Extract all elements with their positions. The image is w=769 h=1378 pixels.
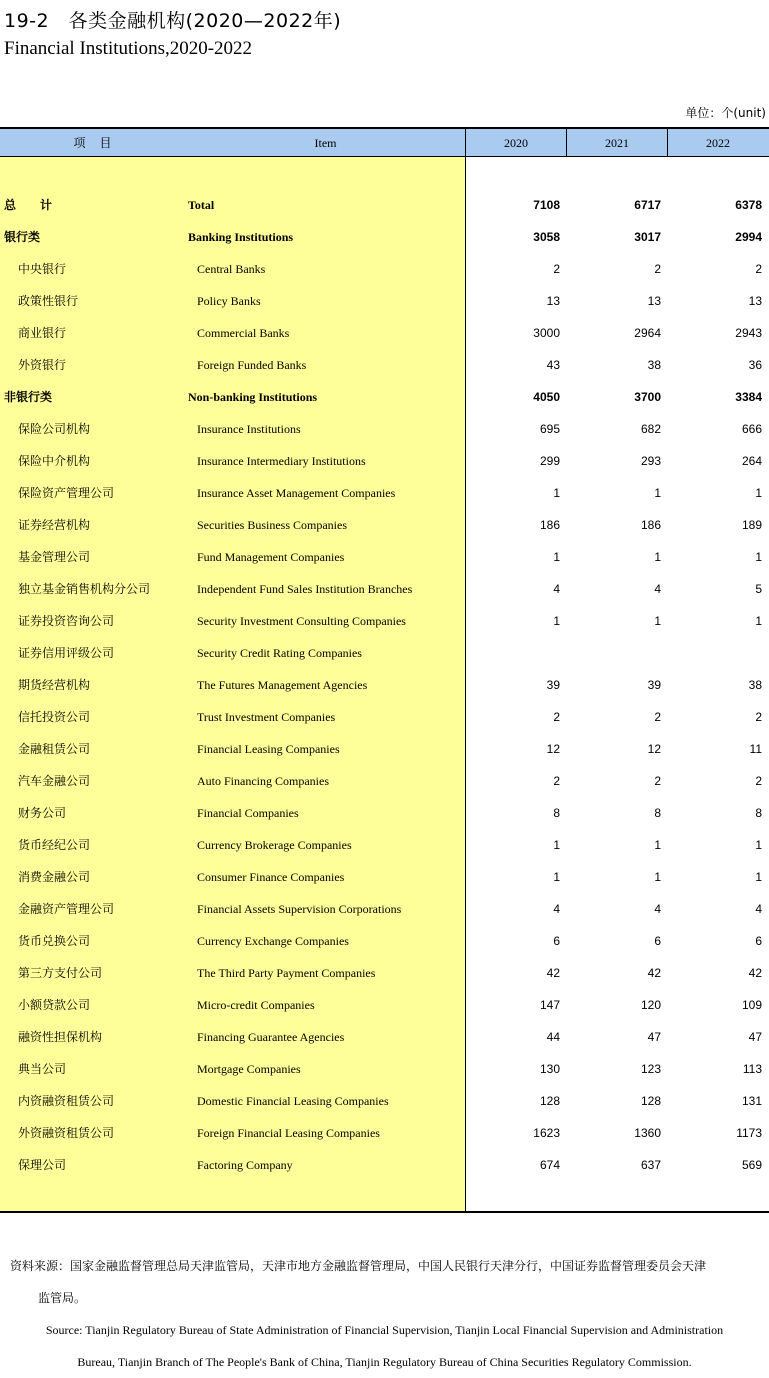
row-label-en: Financial Leasing Companies <box>197 742 340 756</box>
value-2020: 44 <box>546 1030 560 1044</box>
row-label-cn: 保险资产管理公司 <box>18 486 115 500</box>
source-cn-line2: 监管局。 <box>38 1291 87 1305</box>
table-row <box>0 861 769 893</box>
table-row <box>0 701 769 733</box>
row-label-en: Commercial Banks <box>197 326 290 340</box>
row-label-en: Insurance Asset Management Companies <box>197 486 396 500</box>
table-row <box>0 989 769 1021</box>
value-2021: 186 <box>640 518 661 532</box>
value-2022: 47 <box>748 1030 762 1044</box>
table-row <box>0 829 769 861</box>
value-2020: 1 <box>553 550 560 564</box>
value-2021: 38 <box>647 358 661 372</box>
value-2021: 8 <box>654 806 661 820</box>
row-label-en: Financing Guarantee Agencies <box>197 1030 345 1044</box>
header-item-cn: 项 目 <box>73 136 113 150</box>
table-title-en: Financial Institutions,2020-2022 <box>4 38 253 59</box>
row-label-en: Insurance Institutions <box>197 422 301 436</box>
column-divider <box>667 127 668 157</box>
value-2020: 1 <box>553 614 560 628</box>
value-2021: 1 <box>654 614 661 628</box>
row-label-cn: 汽车金融公司 <box>18 774 91 788</box>
row-label-cn: 政策性银行 <box>18 294 79 308</box>
table-row <box>0 285 769 317</box>
value-2022: 1 <box>755 486 762 500</box>
table-row <box>0 925 769 957</box>
value-2020: 1 <box>553 870 560 884</box>
value-2022: 189 <box>741 518 762 532</box>
value-2022: 1 <box>755 550 762 564</box>
value-2021: 1 <box>654 486 661 500</box>
row-label-en: Foreign Financial Leasing Companies <box>197 1126 380 1140</box>
value-2021: 293 <box>640 454 661 468</box>
value-2022: 4 <box>755 902 762 916</box>
row-label-cn: 融资性担保机构 <box>18 1030 103 1044</box>
value-2020: 13 <box>546 294 560 308</box>
value-2020: 3058 <box>533 230 560 244</box>
value-2022: 11 <box>749 742 762 756</box>
value-2021: 4 <box>654 902 661 916</box>
value-2020: 7108 <box>533 198 560 212</box>
table-row <box>0 189 769 221</box>
value-2022: 666 <box>741 422 762 436</box>
row-label-en: Micro-credit Companies <box>197 998 315 1012</box>
value-2022: 569 <box>741 1158 762 1172</box>
value-2022: 38 <box>748 678 762 692</box>
value-2020 <box>466 637 560 669</box>
value-2021: 6 <box>654 934 661 948</box>
value-2022: 264 <box>741 454 762 468</box>
row-label-en: Securities Business Companies <box>197 518 347 532</box>
source-note-cn <box>10 1250 762 1314</box>
value-2022: 8 <box>755 806 762 820</box>
value-2021: 2964 <box>634 326 661 340</box>
row-label-en: Trust Investment Companies <box>197 710 336 724</box>
row-label-cn: 财务公司 <box>18 806 67 820</box>
value-2022: 1 <box>755 870 762 884</box>
value-2020: 2 <box>553 774 560 788</box>
value-2021: 1 <box>654 838 661 852</box>
value-2021: 2 <box>654 262 661 276</box>
source-note-en <box>0 1314 769 1378</box>
header-year-2021: 2021 <box>605 136 629 150</box>
row-label-cn: 证券投资咨询公司 <box>18 614 115 628</box>
value-2020: 42 <box>546 966 560 980</box>
value-2021: 1360 <box>634 1126 661 1140</box>
row-label-en: Security Investment Consulting Companies <box>197 614 406 628</box>
header-year-2022: 2022 <box>706 136 730 150</box>
source-en-line2: Bureau, Tianjin Branch of The People's Bank of China, Tianjin Regulatory Bureau of China Securities Regulatory Commission. <box>77 1355 692 1369</box>
value-2022: 6 <box>755 934 762 948</box>
table-row <box>0 509 769 541</box>
column-divider <box>566 127 567 157</box>
row-label-en: The Third Party Payment Companies <box>197 966 376 980</box>
row-label-en: Domestic Financial Leasing Companies <box>197 1094 389 1108</box>
table-row <box>0 1085 769 1117</box>
header-year-2020: 2020 <box>504 136 528 150</box>
value-2020: 4050 <box>533 390 560 404</box>
row-label-cn: 总 计 <box>4 198 53 212</box>
value-2021: 1 <box>654 870 661 884</box>
table-row <box>0 221 769 253</box>
value-2021: 42 <box>647 966 661 980</box>
row-label-cn: 银行类 <box>4 230 41 244</box>
value-2020: 43 <box>546 358 560 372</box>
row-label-en: Consumer Finance Companies <box>197 870 345 884</box>
value-2020: 186 <box>539 518 560 532</box>
value-2022: 109 <box>741 998 762 1012</box>
row-label-cn: 证券信用评级公司 <box>18 646 115 660</box>
value-2021: 2 <box>654 710 661 724</box>
table-row <box>0 765 769 797</box>
value-2020: 299 <box>539 454 560 468</box>
table-row <box>0 477 769 509</box>
table-row <box>0 1021 769 1053</box>
data-table <box>0 127 769 1213</box>
value-2022: 1 <box>755 838 762 852</box>
table-row <box>0 797 769 829</box>
value-2021: 128 <box>640 1094 661 1108</box>
row-label-en: Mortgage Companies <box>197 1062 301 1076</box>
value-2022: 2 <box>755 710 762 724</box>
value-2022 <box>668 637 762 669</box>
value-2021: 39 <box>647 678 661 692</box>
table-row <box>0 541 769 573</box>
value-2020: 39 <box>546 678 560 692</box>
value-2020: 4 <box>553 582 560 596</box>
row-label-en: Fund Management Companies <box>197 550 345 564</box>
table-row <box>0 893 769 925</box>
row-label-en: Policy Banks <box>197 294 261 308</box>
row-label-cn: 货币经纪公司 <box>18 838 91 852</box>
value-2021: 6717 <box>634 198 661 212</box>
value-2022: 2994 <box>735 230 762 244</box>
table-row <box>0 573 769 605</box>
row-label-cn: 外资银行 <box>18 358 67 372</box>
value-2022: 36 <box>748 358 762 372</box>
table-header <box>0 127 769 157</box>
table-row <box>0 1149 769 1181</box>
row-label-en: Auto Financing Companies <box>197 774 329 788</box>
value-2022: 113 <box>742 1062 762 1076</box>
value-2022: 13 <box>748 294 762 308</box>
row-label-en: Insurance Intermediary Institutions <box>197 454 366 468</box>
table-row <box>0 1053 769 1085</box>
row-label-en: Security Credit Rating Companies <box>197 646 362 660</box>
value-2022: 2943 <box>735 326 762 340</box>
row-label-cn: 金融资产管理公司 <box>18 902 115 916</box>
row-label-cn: 期货经营机构 <box>18 678 91 692</box>
row-label-cn: 内资融资租赁公司 <box>18 1094 115 1108</box>
value-2022: 6378 <box>735 198 762 212</box>
row-label-en: Total <box>188 198 215 212</box>
value-2020: 130 <box>539 1062 560 1076</box>
value-2022: 42 <box>748 966 762 980</box>
row-label-cn: 保险公司机构 <box>18 422 91 436</box>
value-2021: 4 <box>654 582 661 596</box>
table-row <box>0 957 769 989</box>
row-label-en: Non-banking Institutions <box>188 390 318 404</box>
value-2020: 2 <box>553 710 560 724</box>
table-row <box>0 349 769 381</box>
row-label-cn: 基金管理公司 <box>18 550 91 564</box>
table-row <box>0 733 769 765</box>
row-label-cn: 中央银行 <box>18 262 67 276</box>
row-label-en: Currency Brokerage Companies <box>197 838 352 852</box>
row-label-cn: 第三方支付公司 <box>18 966 103 980</box>
value-2022: 2 <box>755 262 762 276</box>
row-label-cn: 信托投资公司 <box>18 710 91 724</box>
value-2021: 637 <box>640 1158 661 1172</box>
value-2020: 12 <box>546 742 560 756</box>
table-row <box>0 605 769 637</box>
value-2020: 6 <box>553 934 560 948</box>
table-body <box>0 189 769 1181</box>
value-2022: 1173 <box>736 1126 762 1140</box>
table-bottom-rule <box>0 1211 769 1213</box>
value-2022: 5 <box>755 582 762 596</box>
value-2021: 12 <box>647 742 661 756</box>
value-2022: 131 <box>741 1094 762 1108</box>
row-label-cn: 金融租赁公司 <box>18 742 91 756</box>
row-label-cn: 独立基金销售机构分公司 <box>18 582 151 596</box>
source-en-line1: Source: Tianjin Regulatory Bureau of State Administration of Financial Supervision, Tianjin Local Financial Supervision and Administration <box>45 1323 724 1337</box>
value-2021: 120 <box>640 998 661 1012</box>
value-2021: 682 <box>640 422 661 436</box>
value-2020: 3000 <box>533 326 560 340</box>
value-2020: 8 <box>553 806 560 820</box>
source-cn-line1: 资料来源：国家金融监督管理总局天津监管局，天津市地方金融监督管理局，中国人民银行天津分行，中国证券监督管理委员会天津 <box>10 1259 707 1273</box>
table-row <box>0 669 769 701</box>
header-item-en: Item <box>314 136 337 150</box>
value-2021: 13 <box>647 294 661 308</box>
unit-label: 单位：个(unit) <box>685 106 766 120</box>
row-label-en: Factoring Company <box>197 1158 293 1172</box>
row-label-en: Financial Companies <box>197 806 299 820</box>
row-label-cn: 小额贷款公司 <box>18 998 91 1012</box>
row-label-cn: 保理公司 <box>18 1158 67 1172</box>
table-title-cn: 19-2 各类金融机构(2020—2022年) <box>4 10 342 32</box>
row-label-en: Central Banks <box>197 262 266 276</box>
row-label-cn: 典当公司 <box>18 1062 67 1076</box>
value-2020: 1 <box>553 838 560 852</box>
table-row <box>0 317 769 349</box>
value-2021: 123 <box>640 1062 661 1076</box>
row-label-cn: 外资融资租赁公司 <box>18 1126 115 1140</box>
value-2020: 1623 <box>533 1126 560 1140</box>
row-label-en: Financial Assets Supervision Corporations <box>197 902 402 916</box>
value-2022: 3384 <box>735 390 762 404</box>
value-2022: 1 <box>755 614 762 628</box>
value-2020: 695 <box>539 422 560 436</box>
value-2020: 147 <box>539 998 560 1012</box>
value-2021: 47 <box>647 1030 661 1044</box>
value-2021: 3017 <box>634 230 661 244</box>
value-2022: 2 <box>755 774 762 788</box>
row-label-cn: 货币兑换公司 <box>18 934 91 948</box>
row-label-cn: 消费金融公司 <box>18 870 91 884</box>
table-row <box>0 413 769 445</box>
table-row <box>0 253 769 285</box>
value-2020: 674 <box>539 1158 560 1172</box>
table-row <box>0 1117 769 1149</box>
value-2020: 128 <box>539 1094 560 1108</box>
row-label-en: Currency Exchange Companies <box>197 934 349 948</box>
row-label-en: The Futures Management Agencies <box>197 678 368 692</box>
row-label-en: Foreign Funded Banks <box>197 358 307 372</box>
table-row <box>0 381 769 413</box>
value-2021: 3700 <box>634 390 661 404</box>
value-2021 <box>567 637 661 669</box>
table-row <box>0 637 769 669</box>
row-label-cn: 保险中介机构 <box>18 454 91 468</box>
row-label-cn: 证券经营机构 <box>18 518 91 532</box>
row-label-en: Independent Fund Sales Institution Branches <box>197 582 413 596</box>
value-2020: 4 <box>553 902 560 916</box>
value-2020: 2 <box>553 262 560 276</box>
row-label-cn: 非银行类 <box>4 390 53 404</box>
value-2020: 1 <box>553 486 560 500</box>
value-2021: 2 <box>654 774 661 788</box>
row-label-en: Banking Institutions <box>188 230 294 244</box>
value-2021: 1 <box>654 550 661 564</box>
row-label-cn: 商业银行 <box>18 326 67 340</box>
table-row <box>0 445 769 477</box>
